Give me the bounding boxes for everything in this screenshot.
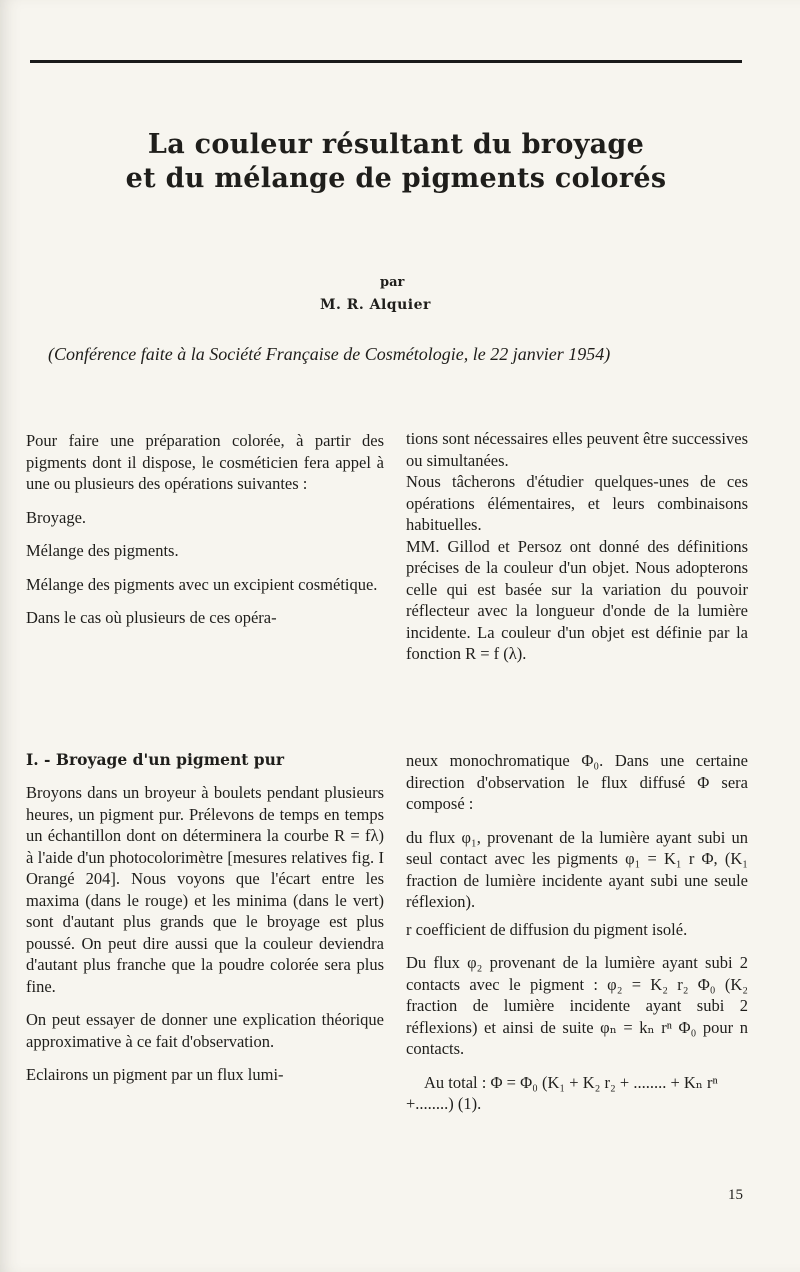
- top-rule: [30, 60, 742, 63]
- paragraph: Du flux φ₂ provenant de la lumière ayant subi 2 contacts avec le pigment : φ₂ = K₂ r₂ Φ₀ (K₂ fraction de lumière incidente ayant subi 2 réflexions) et ainsi de suite φₙ = kₙ rⁿ Φ₀ pour n contacts.: [406, 953, 748, 1058]
- paragraph: MM. Gillod et Persoz ont donné des définitions précises de la couleur d'un objet. Nous adopterons celle qui est basée sur la variation du pouvoir réflecteur avec la longueur d'onde de la lumière incidente. La couleur d'un objet est définie par la fonction R = f (λ).: [406, 536, 748, 663]
- list-item: Broyage.: [26, 507, 87, 527]
- paragraph: On peut essayer de donner une explication théorique approximative à ce fait d'observation.: [26, 1010, 384, 1051]
- paragraph: Pour faire une préparation colorée, à partir des pigments dont il dispose, le cosméticien fera appel à une ou plusieurs des opérations suivantes :: [26, 431, 384, 493]
- title-line-2: et du mélange de pigments colorés: [125, 163, 667, 194]
- page-number: 15: [728, 1187, 743, 1203]
- section-1-left-column: [26, 750, 384, 1086]
- title-line-1: La couleur résultant du broyage: [147, 129, 645, 160]
- equation-paragraph: Au total : Φ = Φ₀ (K₁ + K₂ r₂ + ........ + Kₙ rⁿ +........) (1).: [406, 1072, 718, 1113]
- paragraph: Eclairons un pigment par un flux lumi-: [26, 1065, 284, 1084]
- paragraph: Nous tâcherons d'étudier quelques-unes de ces opérations élémentaires, et leurs combinaisons habituelles.: [406, 472, 748, 534]
- list-item: Mélange des pigments avec un excipient cosmétique.: [26, 574, 378, 594]
- section-1-right-column: [406, 750, 748, 1115]
- article-title: [40, 128, 752, 196]
- intro-left-column: [26, 430, 384, 629]
- intro-right-column: [406, 428, 748, 665]
- list-item: Mélange des pigments.: [26, 541, 179, 560]
- paragraph: r coefficient de diffusion du pigment isolé.: [406, 919, 688, 939]
- paragraph: Broyons dans un broyeur à boulets pendant plusieurs heures, un pigment pur. Prélevons de temps en temps un échantillon dont on déterminera la courbe R = fλ) à l'aide d'un photocolorimètre [mesures relatives fig. I Orangé 204]. Nous voyons que l'écart entre les maxima (dans le rouge) et les minima (dans le vert) sont d'autant plus grands que le broyage est plus poussé. On peut dire aussi que la couleur deviendra d'autant plus franche que la poudre colorée sera plus fine.: [26, 783, 384, 996]
- paragraph: Dans le cas où plusieurs de ces opéra-: [26, 608, 277, 627]
- conference-note: (Conférence faite à la Société Française de Cosmétologie, le 22 janvier 1954): [48, 344, 611, 364]
- byline-par: par: [380, 275, 405, 290]
- paragraph: du flux φ₁, provenant de la lumière ayant subi un seul contact avec les pigments φ₁ = K₁ r Φ, (K₁ fraction de lumière incidente ayant subi une seule réflexion).: [406, 827, 748, 911]
- section-heading: I. - Broyage d'un pigment pur: [26, 750, 285, 769]
- author-name: M. R. Alquier: [320, 297, 431, 313]
- paragraph: neux monochromatique Φ₀. Dans une certaine direction d'observation le flux diffusé Φ sera composé :: [406, 751, 748, 813]
- paragraph: tions sont nécessaires elles peuvent être successives ou simultanées.: [406, 429, 748, 470]
